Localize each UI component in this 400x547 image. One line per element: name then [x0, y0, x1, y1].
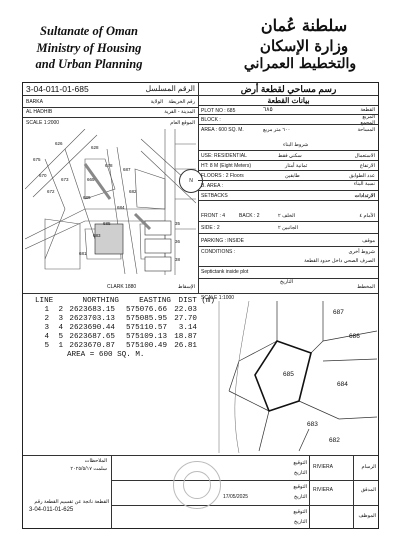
height-ar: ثمانية أمتار	[285, 163, 308, 169]
village-value: AL HADHIB	[26, 109, 53, 115]
northing: 2623670.87	[69, 342, 115, 350]
location-plot-number: 689	[83, 195, 91, 200]
site-plot-number: 687	[333, 309, 344, 316]
area-ar: ٦٠٠ متر مربع	[263, 127, 291, 133]
height-label-ar: الارتفاع	[359, 163, 375, 169]
back-setback: BACK : 2	[239, 213, 260, 219]
site-plot-number: 683	[307, 421, 318, 428]
sewage-note-en: Septictank inside plot	[201, 269, 249, 275]
serial-number: 3-04-011-01-685	[26, 84, 89, 94]
survey-sheet	[22, 82, 379, 529]
subdivision-note: القطعة ناتجة عن تقسيم القطعة رقم	[34, 499, 109, 505]
use-label-ar: الاستعمال	[354, 153, 375, 159]
header-en-line1: Sultanate of Oman	[40, 24, 138, 38]
from-point: 4	[44, 333, 49, 341]
header-ar-line1: سلطنة عُمان	[260, 16, 348, 35]
role3-label: الموظف	[358, 513, 376, 519]
location-plot-number: 670	[39, 173, 47, 178]
side-setback: SIDE : 2	[201, 225, 220, 231]
location-label: الموقع العام	[170, 120, 195, 126]
square-ar: المربع	[362, 114, 375, 120]
to-point: 1	[58, 342, 63, 350]
region-value: BARKA	[26, 99, 43, 105]
location-plot-number: 675	[33, 157, 41, 162]
header-ar-line2: وزارة الإسكان	[259, 37, 349, 55]
northing: 2623690.44	[69, 324, 115, 332]
location-plot-number: 683	[93, 233, 101, 238]
location-plot-number: 684	[117, 205, 125, 210]
planner-label-ar: المخطط	[357, 284, 375, 290]
survey-title: رسم مساحي لقطعة أرض	[240, 84, 337, 94]
site-plot-number: 682	[329, 437, 340, 444]
location-plot-number: 628	[91, 145, 99, 150]
village-label: المدينة - القرية	[164, 109, 195, 115]
region-label: الولاية	[150, 99, 163, 105]
location-plot-number: 687	[123, 167, 131, 172]
projection-value: CLARK 1880	[107, 284, 137, 290]
scale-1000: SCALE 1:1000	[201, 295, 235, 301]
floors-value: FLOORS : 2 Floors	[201, 173, 244, 179]
col-line: LINE	[35, 297, 54, 305]
conditions-label: CONDITIONS :	[201, 249, 236, 255]
height-value: HT: 8 M (Eight Meters)	[201, 163, 252, 169]
easting: 575085.95	[125, 315, 167, 323]
date2-value: 17/05/2025	[223, 494, 249, 500]
coordinates-row	[35, 333, 215, 342]
floors-label-ar: عدد الطوابق	[349, 173, 375, 179]
setbacks-ar: الارتدادات	[354, 193, 375, 199]
easting: 575100.49	[125, 342, 167, 350]
sign1-label: التوقيع	[293, 460, 307, 466]
area-label: AREA : 600 SQ. M.	[201, 127, 244, 133]
northing: 2623683.15	[69, 306, 115, 314]
side-setback-ar: الجانبين ٢	[278, 225, 298, 231]
distance: 18.87	[174, 333, 197, 341]
role1-name: RIVIERA	[313, 464, 334, 470]
block-ar: المجمع	[360, 120, 375, 126]
location-plot-number: 626	[55, 141, 63, 146]
date3-label: التاريخ	[294, 519, 307, 525]
parent-plot: 3-04-011-01-625	[29, 507, 74, 513]
site-plot-number: 685	[283, 371, 294, 378]
bldg-ratio-ar: نسبة البناء	[353, 181, 375, 187]
location-plot-number: 682	[129, 189, 137, 194]
site-plot-labels	[199, 301, 377, 453]
front-setback: FRONT : 4	[201, 213, 226, 219]
building-conditions-ar: شروط البناء	[283, 142, 309, 148]
map-label: رقم الخريطة	[168, 99, 195, 105]
sign3-label: التوقيع	[293, 509, 307, 515]
easting: 575076.66	[125, 306, 167, 314]
floors-ar: طابقين	[285, 173, 300, 179]
back-setback-ar: الخلف ٢	[278, 213, 296, 219]
col-northing: NORTHING	[82, 297, 119, 305]
b-area-label: B. AREA :	[201, 183, 223, 189]
header-ar-line3: والتخطيط العمراني	[243, 56, 357, 72]
distance: 26.81	[174, 342, 197, 350]
date-label-ar: التاريخ	[280, 279, 293, 285]
plot-no: PLOT NO : 685	[201, 108, 236, 114]
use-ar: سكني فقط	[278, 153, 302, 159]
to-point: 4	[58, 324, 63, 332]
from-point: 5	[44, 342, 49, 350]
parking-ar: موقف	[362, 238, 375, 244]
location-plot-number: 665	[87, 177, 95, 182]
header-en-line2: Ministry of Housing	[36, 41, 142, 55]
location-plot-number: 673	[61, 177, 69, 182]
distance: 27.70	[174, 315, 197, 323]
area-ar-label: المساحة	[357, 127, 375, 133]
official-seal	[183, 471, 211, 499]
role2-name: RIVIERA	[313, 487, 334, 493]
projection-label: الإسقاط	[177, 284, 195, 290]
site-plot-number: 684	[337, 381, 348, 388]
north-arrow-rose: N	[179, 169, 203, 193]
distance: 22.03	[174, 306, 197, 314]
other-conditions-ar: شروط أخرى	[348, 249, 375, 255]
use-value: USE: RESIDENTIAL	[201, 153, 247, 159]
role1-label: الرسام	[361, 464, 376, 470]
coordinates-row	[35, 315, 215, 324]
date1-label: التاريخ	[294, 470, 307, 476]
date2-label: التاريخ	[294, 494, 307, 500]
distance: 3.14	[178, 324, 197, 332]
easting: 575109.13	[125, 333, 167, 341]
remarks-label: الملاحظات	[84, 458, 107, 464]
col-dist: DIST (m)	[178, 297, 215, 305]
parking-value: PARKING : INSIDE	[201, 238, 244, 244]
handover-note: سلمت ٢٠٢٥/٥/١٧	[70, 466, 107, 472]
location-plot-number: 36	[175, 239, 181, 244]
sewage-note-ar: الصرف الصحي داخل حدود القطعة	[304, 258, 375, 264]
easting: 575110.57	[125, 324, 167, 332]
location-plot-number: 672	[47, 189, 55, 194]
location-plot-labels	[25, 129, 196, 275]
coordinates-table	[35, 297, 215, 360]
location-plot-number: 685	[103, 221, 111, 226]
scale-2000: SCALE 1:2000	[26, 120, 60, 126]
location-plot-number: 38	[175, 257, 181, 262]
role2-label: المدقق	[361, 487, 376, 493]
from-point: 2	[44, 315, 49, 323]
plot-data-title: بيانات القطعة	[267, 96, 310, 105]
from-point: 1	[44, 306, 49, 314]
northing: 2623687.65	[69, 333, 115, 341]
location-plot-number: 681	[79, 251, 87, 256]
location-plot-number: 35	[175, 221, 181, 226]
site-plot-number: 686	[349, 333, 360, 340]
front-setback-ar: الأمام ٤	[359, 213, 375, 219]
col-easting: EASTING	[139, 297, 171, 305]
plot-ar-label: القطعة	[360, 107, 375, 113]
from-point: 3	[44, 324, 49, 332]
block-label: BLOCK :	[201, 117, 221, 123]
plot-no-ar: ٦٨٥	[263, 107, 273, 113]
serial-label: الرقم المسلسل	[145, 84, 195, 93]
location-plot-number: 678	[105, 163, 113, 168]
northing: 2623703.13	[69, 315, 115, 323]
coordinates-area: AREA = 600 SQ. M.	[67, 351, 145, 359]
setbacks-label: SETBACKS	[201, 193, 228, 199]
coordinates-header	[35, 297, 215, 306]
header-en-line3: and Urban Planning	[35, 57, 143, 71]
to-point: 2	[58, 306, 63, 314]
sign2-label: التوقيع	[293, 484, 307, 490]
coordinates-row	[35, 306, 215, 315]
coordinates-row	[35, 342, 215, 351]
to-point: 3	[58, 315, 63, 323]
coordinates-row	[35, 324, 215, 333]
to-point: 5	[58, 333, 63, 341]
